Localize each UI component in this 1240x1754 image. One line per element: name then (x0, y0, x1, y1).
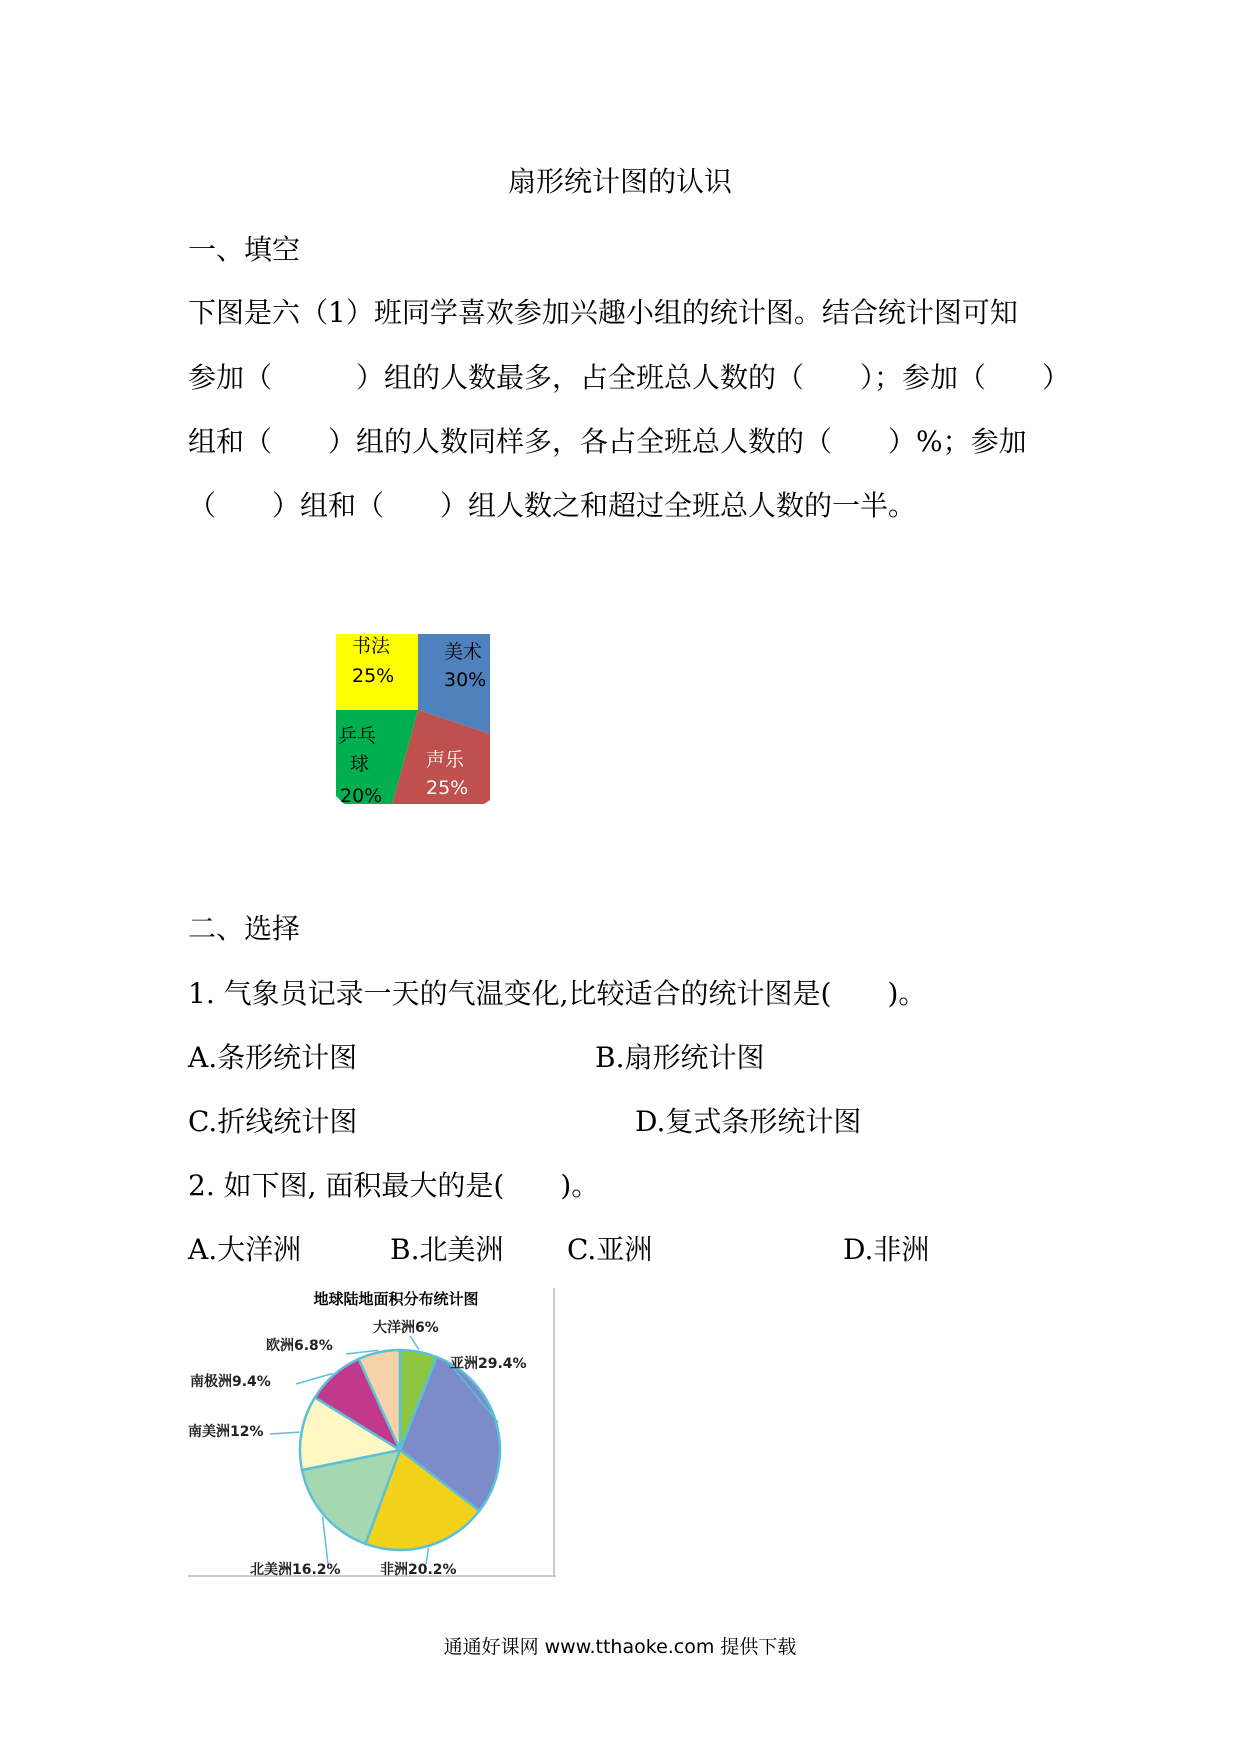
pie-title: 地球陆地面积分布统计图 (313, 1290, 479, 1308)
q2-option-b: B.北美洲 (390, 1233, 504, 1266)
pie-label-antarctica: 南极洲9.4% (190, 1374, 271, 1390)
interest-group-chart (336, 634, 492, 806)
leader-line-oceania (410, 1336, 419, 1350)
section1-heading: 一、填空 (188, 233, 301, 266)
q1-option-b: B.扇形统计图 (595, 1041, 765, 1074)
label-calligraphy-pct: 25% (352, 665, 395, 687)
q2-option-d: D.非洲 (843, 1233, 930, 1266)
fill-line-4: （ ）组和（ ）组人数之和超过全班总人数的一半。 (188, 489, 917, 522)
pie-label-south-america: 南美洲12% (188, 1424, 264, 1440)
q1-option-c: C.折线统计图 (188, 1105, 358, 1138)
fill-line-1: 下图是六（1）班同学喜欢参加兴趣小组的统计图。结合统计图可知 (188, 296, 1018, 329)
pie-label-north-america: 北美洲16.2% (250, 1562, 341, 1578)
label-art-pct: 30% (444, 669, 487, 691)
q1-option-a: A.条形统计图 (188, 1041, 358, 1074)
pie-label-africa: 非洲20.2% (380, 1562, 457, 1578)
label-vocal-name: 声乐 (426, 749, 465, 771)
label-tt-name2: 球 (350, 753, 370, 775)
question-1: 1. 气象员记录一天的气温变化,比较适合的统计图是( )。 (188, 977, 927, 1010)
pie-label-asia: 亚洲29.4% (450, 1356, 527, 1372)
pie-label-oceania: 大洋洲6% (373, 1320, 439, 1336)
label-tt-pct: 20% (340, 785, 383, 806)
fill-line-3: 组和（ ）组的人数同样多，各占全班总人数的（ ）%；参加 (188, 425, 1027, 458)
q2-option-a: A.大洋洲 (188, 1233, 302, 1266)
page-title: 扇形统计图的认识 (507, 165, 732, 198)
label-tt-name: 乒乓 (338, 725, 377, 747)
question-2: 2. 如下图, 面积最大的是( )。 (188, 1169, 600, 1202)
fill-line-2: 参加（ ）组的人数最多，占全班总人数的（ ）；参加（ ） (188, 361, 1071, 394)
pie-label-europe: 欧洲6.8% (266, 1338, 333, 1354)
leader-line-north-america (323, 1517, 328, 1565)
label-vocal-pct: 25% (426, 777, 469, 799)
q2-option-c: C.亚洲 (567, 1233, 653, 1266)
q1-option-d: D.复式条形统计图 (635, 1105, 862, 1138)
section2-heading: 二、选择 (188, 912, 301, 945)
leader-line-south-america (270, 1432, 300, 1434)
land-area-pie-chart (188, 1288, 556, 1578)
footer-credit: 通通好课网 www.tthaoke.com 提供下载 (443, 1636, 797, 1658)
label-calligraphy-name: 书法 (352, 635, 391, 657)
label-art-name: 美术 (444, 641, 483, 663)
